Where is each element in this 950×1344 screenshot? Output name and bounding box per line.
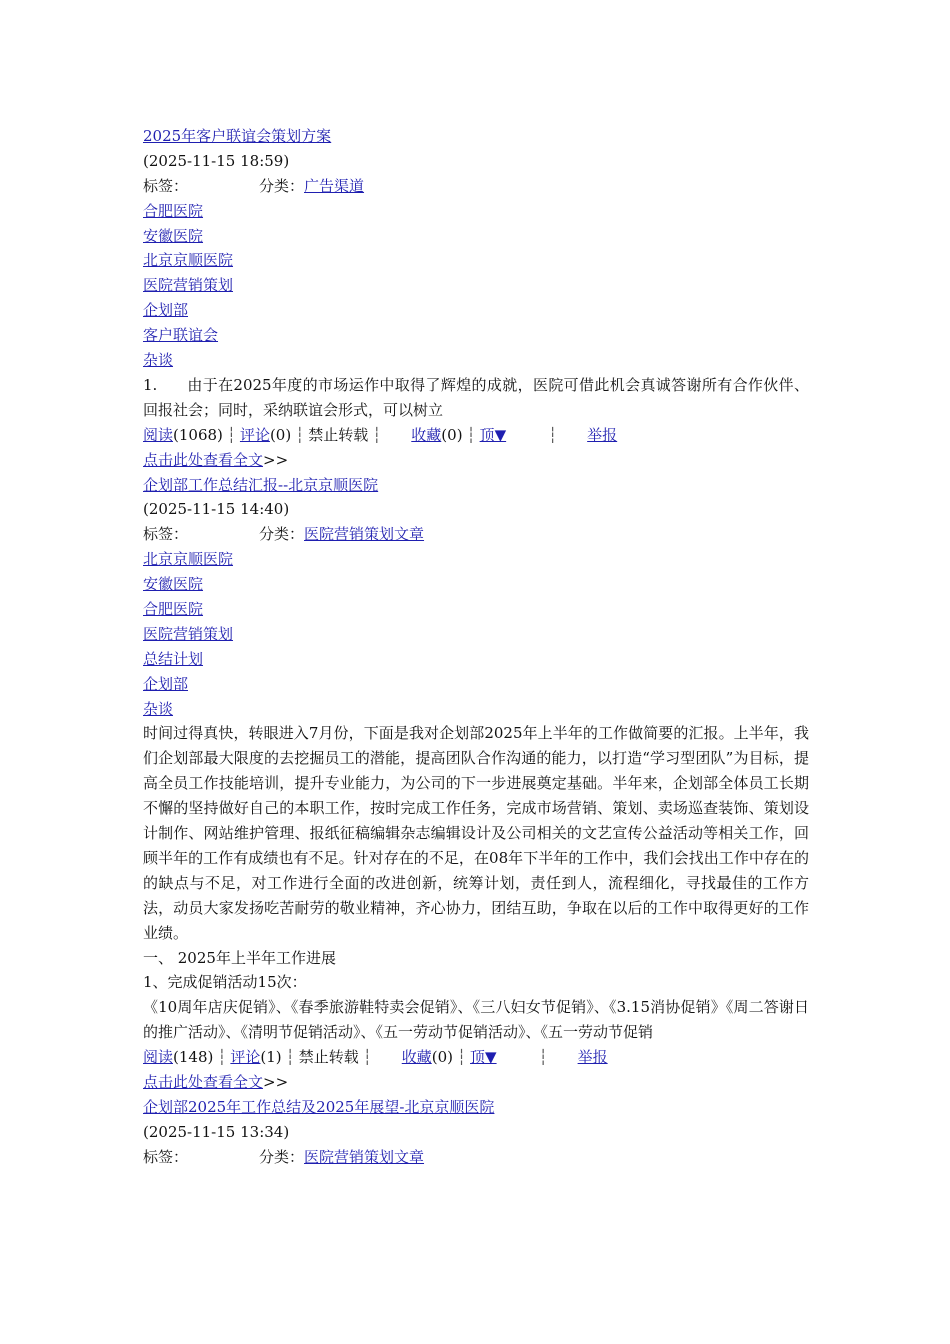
read-more-suffix: >> (263, 450, 289, 469)
top-vote-link[interactable]: 顶▼ (470, 1048, 497, 1067)
post-body: 时间过得真快，转眼进入7月份，下面是我对企划部2025年上半年的工作做简要的汇报。上半年，我们企划部最大限度的去挖掘员工的潜能，提高团队合作沟通的能力，以打造“学习型团队”为目标，提高全员工作技能培训，提升专业能力，为公司的下一步进展奠定基础。半年来，企划部全体员工长期不懈的坚持做好自己的本职工作，按时完成工作任务，完成市场营销、策划、卖场巡查装饰、策划设计制作、网站维护管理、报纸征稿编辑杂志编辑设计及公司相关的文艺宣传公益活动等相关工作，回顾半年的工作有成绩也有不足。针对存在的不足，在08年下半年的工作中，我们会找出工作中存在的的缺点与不足，对工作进行全面的改进创新，统筹计划，责任到人，流程细化，寻找最佳的工作方法，动员大家发扬吃苦耐劳的敬业精神，齐心协力，团结互助，争取在以后的工作中取得更好的工作业绩。 (143, 724, 809, 942)
category-link[interactable]: 医院营销策划文章 (304, 525, 425, 544)
divider: ┆ (457, 1048, 467, 1067)
post-title[interactable]: 2025年客户联谊会策划方案 (143, 127, 332, 145)
tag-link[interactable]: 北京京顺医院 (143, 550, 234, 569)
tag-link[interactable]: 医院营销策划 (143, 624, 234, 643)
read-count: (1068) (173, 425, 223, 444)
divider: ┆ (285, 1048, 295, 1067)
comment-count: (1) (260, 1048, 282, 1067)
divider: ┆ (548, 425, 558, 444)
divider: ┆ (372, 425, 382, 444)
tag-link[interactable]: 安徽医院 (143, 226, 204, 245)
blog-article-list (143, 124, 809, 1170)
read-link[interactable]: 阅读 (143, 1048, 174, 1067)
post-date: (2025-11-15 18:59) (143, 151, 290, 170)
favorite-count: (0) (431, 1048, 453, 1067)
read-count: (148) (173, 1048, 214, 1067)
comment-link[interactable]: 评论 (230, 1048, 261, 1067)
section-heading: 一、 2025年上半年工作进展 (143, 948, 336, 967)
comment-link[interactable]: 评论 (239, 425, 270, 444)
read-more-link[interactable]: 点击此处查看全文 (143, 1073, 264, 1092)
favorite-count: (0) (441, 425, 463, 444)
tag-link[interactable]: 客户联谊会 (143, 326, 219, 345)
post-date: (2025-11-15 13:34) (143, 1122, 290, 1141)
tag-label: 标签： (143, 176, 189, 195)
read-more-link[interactable]: 点击此处查看全文 (143, 450, 264, 469)
excerpt-number: 1. (143, 375, 158, 394)
divider: ┆ (226, 425, 236, 444)
divider: ┆ (295, 425, 305, 444)
post-meta (143, 174, 809, 199)
report-link[interactable]: 举报 (587, 425, 618, 444)
post-1 (143, 124, 809, 473)
favorite-link[interactable]: 收藏 (401, 1048, 432, 1067)
subsection-heading: 1、完成促销活动15次： (143, 973, 307, 992)
category-link[interactable]: 医院营销策划文章 (304, 1147, 425, 1166)
tag-link[interactable]: 医院营销策划 (143, 276, 234, 295)
tag-link[interactable]: 杂谈 (143, 351, 174, 370)
tag-label: 标签： (143, 525, 189, 544)
excerpt-text: 由于在2025年度的市场运作中取得了辉煌的成就，医院可借此机会真诚答谢所有合作伙伴、回报社会；同时，采纳联谊会形式，可以树立 (143, 375, 809, 419)
tag-link[interactable]: 合肥医院 (143, 201, 204, 220)
post-title[interactable]: 企划部工作总结汇报--北京京顺医院 (143, 475, 379, 494)
post-excerpt (143, 373, 809, 423)
post-3 (143, 1095, 809, 1170)
category-label: 分类： (259, 525, 305, 544)
no-repost-text: 禁止转载 (298, 1048, 359, 1067)
no-repost-text: 禁止转载 (308, 425, 369, 444)
post-meta (143, 1145, 809, 1170)
category-label: 分类： (259, 1147, 305, 1166)
read-link[interactable]: 阅读 (143, 425, 174, 444)
comment-count: (0) (269, 425, 292, 444)
promotion-list: 《10周年店庆促销》、《春季旅游鞋特卖会促销》、《三八妇女节促销》、《3.15消协促销》《周二答谢日的推广活动》、《清明节促销活动》、《五一劳动节促销活动》、《五一劳动节促销 (143, 998, 809, 1042)
divider: ┆ (362, 1048, 372, 1067)
tag-link[interactable]: 杂谈 (143, 699, 174, 718)
divider: ┆ (538, 1048, 548, 1067)
post-meta (143, 522, 809, 547)
post-stats (143, 423, 809, 448)
top-vote-link[interactable]: 顶▼ (479, 425, 507, 444)
read-more-suffix: >> (263, 1073, 289, 1092)
post-date: (2025-11-15 14:40) (143, 500, 290, 519)
report-link[interactable]: 举报 (577, 1048, 608, 1067)
post-stats (143, 1045, 809, 1070)
post-title[interactable]: 企划部2025年工作总结及2025年展望-北京京顺医院 (143, 1097, 495, 1116)
tag-label: 标签： (143, 1147, 189, 1166)
tag-link[interactable]: 总结计划 (143, 649, 204, 668)
tag-link[interactable]: 企划部 (143, 674, 189, 693)
tag-link[interactable]: 企划部 (143, 301, 189, 320)
tag-link[interactable]: 安徽医院 (143, 575, 204, 594)
favorite-link[interactable]: 收藏 (411, 425, 442, 444)
divider: ┆ (217, 1048, 227, 1067)
divider: ┆ (466, 425, 476, 444)
tag-link[interactable]: 北京京顺医院 (143, 251, 234, 270)
category-link[interactable]: 广告渠道 (304, 176, 365, 195)
category-label: 分类： (259, 176, 305, 195)
post-2 (143, 473, 809, 1095)
tag-link[interactable]: 合肥医院 (143, 599, 204, 618)
